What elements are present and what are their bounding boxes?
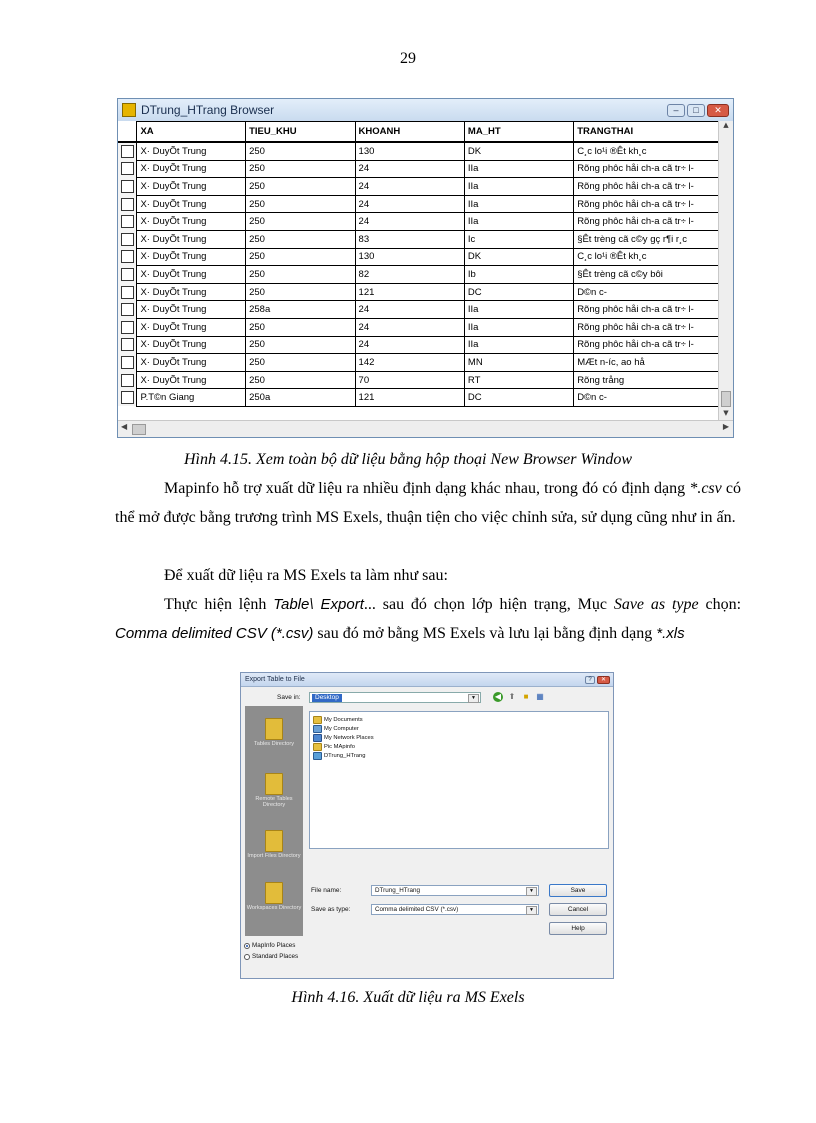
table-cell[interactable]: 24 (355, 178, 464, 196)
file-list (309, 711, 609, 849)
column-header-ma-ht[interactable]: MA_HT (464, 122, 573, 143)
row-select-checkbox[interactable] (118, 354, 137, 372)
table-cell[interactable]: DC (464, 389, 573, 407)
table-cell[interactable]: 121 (355, 283, 464, 301)
checkbox-icon[interactable] (121, 303, 134, 316)
save-as-type-select[interactable]: Comma delimited CSV (*.csv) ▼ (371, 904, 539, 915)
table-cell[interactable]: 24 (355, 318, 464, 336)
place-remote-tables-directory[interactable]: Remote Tables Directory (245, 773, 303, 808)
folder-icon (265, 773, 283, 795)
table-cell[interactable]: 250 (246, 142, 355, 160)
table-cell[interactable]: 130 (355, 248, 464, 266)
table-cell[interactable]: §Êt trèng cã c©y gç r¶i r¸c (574, 230, 719, 248)
folder-icon (265, 718, 283, 740)
checkbox-icon[interactable] (121, 391, 134, 404)
dialog-toolbar (493, 692, 545, 702)
table-cell[interactable]: X· DuyÕt Trung (137, 371, 246, 389)
save-in-label: Save in: (277, 694, 301, 701)
table-cell[interactable]: 83 (355, 230, 464, 248)
browser-title-bar (118, 99, 733, 122)
table-cell[interactable]: IIa (464, 318, 573, 336)
row-select-checkbox[interactable] (118, 318, 137, 336)
table-cell[interactable]: 24 (355, 336, 464, 354)
table-cell[interactable]: Rõng phôc håi ch-a cã tr÷ l- (574, 213, 719, 231)
dialog-window-controls (585, 676, 610, 684)
checkbox-icon[interactable] (121, 250, 134, 263)
table-cell[interactable]: X· DuyÕt Trung (137, 283, 246, 301)
table-cell[interactable]: MÆt n-íc, ao hå (574, 354, 719, 372)
table-cell[interactable]: 250 (246, 371, 355, 389)
table-cell[interactable]: Rõng phôc håi ch-a cã tr÷ l- (574, 195, 719, 213)
table-cell[interactable]: DK (464, 142, 573, 160)
table-row[interactable] (118, 230, 719, 248)
file-item-my-computer[interactable]: My Computer (313, 725, 359, 733)
table-cell[interactable]: Ic (464, 230, 573, 248)
table-cell[interactable]: Rõng trång (574, 371, 719, 389)
figure-caption-4-16: Hình 4.16. Xuất dữ liệu ra MS Exels (291, 989, 525, 1006)
radio-standard-places[interactable]: Standard Places (244, 953, 298, 960)
checkbox-icon[interactable] (121, 233, 134, 246)
help-button[interactable]: Help (549, 922, 607, 935)
checkbox-icon[interactable] (121, 145, 134, 158)
table-cell[interactable]: RT (464, 371, 573, 389)
dialog-title: Export Table to File (245, 676, 305, 683)
row-select-checkbox[interactable] (118, 389, 137, 407)
row-select-checkbox[interactable] (118, 283, 137, 301)
row-select-checkbox[interactable] (118, 336, 137, 354)
file-item-dtrung-htrang[interactable]: DTrung_HTrang (313, 752, 365, 760)
checkbox-icon[interactable] (121, 215, 134, 228)
table-cell[interactable]: 250 (246, 283, 355, 301)
paragraph-3: Thực hiện lệnh Table\ Export... sau đó chọn lớp hiện trạng, Mục Save as type chọn: Comma delimited CSV (*.csv) sau đó mở bằng MS Exels và lưu lại bằng định dạng *.xls (115, 596, 742, 642)
row-select-checkbox[interactable] (118, 213, 137, 231)
row-select-checkbox[interactable] (118, 230, 137, 248)
cancel-button[interactable]: Cancel (549, 903, 607, 916)
table-row[interactable] (118, 160, 719, 178)
file-item-my-network-places[interactable]: My Network Places (313, 734, 374, 742)
checkbox-icon[interactable] (121, 162, 134, 175)
data-table (118, 121, 719, 407)
table-row[interactable] (118, 195, 719, 213)
column-header-khoanh[interactable]: KHOANH (355, 122, 464, 143)
table-cell[interactable]: 250 (246, 354, 355, 372)
checkbox-icon[interactable] (121, 374, 134, 387)
save-in-dropdown[interactable] (309, 692, 481, 703)
radio-selected-icon[interactable] (244, 943, 250, 949)
help-icon[interactable]: ? (585, 676, 595, 684)
documents-icon (313, 716, 322, 724)
table-cell[interactable]: Rõng phôc håi ch-a cã tr÷ l- (574, 160, 719, 178)
table-row[interactable] (118, 142, 719, 160)
save-as-type-label: Save as type: (311, 906, 351, 913)
place-import-files-directory[interactable]: Import Files Directory (245, 830, 303, 859)
table-cell[interactable]: 250 (246, 336, 355, 354)
table-cell[interactable]: 250 (246, 160, 355, 178)
table-cell[interactable]: MN (464, 354, 573, 372)
browser-grid (118, 121, 719, 421)
table-cell[interactable]: C¸c lo¹i ®Êt kh¸c (574, 248, 719, 266)
export-dialog (240, 672, 614, 979)
row-select-checkbox[interactable] (118, 266, 137, 284)
table-row[interactable] (118, 389, 719, 407)
paragraph-2: Để xuất dữ liệu ra MS Exels ta làm như sau: (164, 567, 448, 584)
row-select-checkbox[interactable] (118, 142, 137, 160)
table-cell[interactable]: 24 (355, 195, 464, 213)
checkbox-icon[interactable] (121, 198, 134, 211)
table-cell[interactable]: 70 (355, 371, 464, 389)
table-cell[interactable]: X· DuyÕt Trung (137, 178, 246, 196)
table-row[interactable] (118, 178, 719, 196)
new-folder-icon[interactable]: ■ (523, 692, 529, 701)
save-button[interactable]: Save (549, 884, 607, 897)
back-icon[interactable]: ◀ (494, 692, 502, 701)
view-menu-icon[interactable]: ▦ (536, 692, 544, 701)
page-number: 29 (400, 50, 416, 67)
table-cell[interactable]: P.T©n Giang (137, 389, 246, 407)
chevron-down-icon[interactable]: ▼ (526, 906, 537, 915)
places-bar (245, 706, 303, 936)
table-row[interactable] (118, 266, 719, 284)
scroll-up-icon[interactable]: ▲ (723, 121, 729, 129)
table-cell[interactable]: 142 (355, 354, 464, 372)
hscroll-thumb[interactable] (132, 424, 146, 435)
table-row[interactable] (118, 318, 719, 336)
place-tables-directory[interactable]: Tables Directory (245, 718, 303, 747)
browser-app-icon (122, 103, 136, 117)
table-row[interactable] (118, 248, 719, 266)
maximize-icon[interactable]: □ (687, 104, 705, 117)
table-cell[interactable]: 24 (355, 301, 464, 319)
browser-window (117, 98, 734, 438)
table-cell[interactable]: 250 (246, 318, 355, 336)
table-cell[interactable]: 250 (246, 266, 355, 284)
table-cell[interactable]: IIa (464, 301, 573, 319)
computer-icon (313, 725, 322, 733)
window-controls (667, 104, 729, 117)
scroll-right-icon[interactable]: ▶ (722, 422, 729, 431)
checkbox-icon[interactable] (121, 180, 134, 193)
checkbox-icon[interactable] (121, 321, 134, 334)
file-item-my-documents[interactable]: My Documents (313, 716, 363, 724)
scroll-left-icon[interactable]: ◀ (121, 422, 128, 431)
checkbox-icon[interactable] (121, 356, 134, 369)
table-cell[interactable]: 121 (355, 389, 464, 407)
file-name-label: File name: (311, 887, 342, 894)
table-cell[interactable]: 250a (246, 389, 355, 407)
up-folder-icon[interactable]: ⬆ (508, 692, 516, 701)
table-file-icon (313, 752, 322, 760)
table-row[interactable] (118, 283, 719, 301)
table-cell[interactable]: X· DuyÕt Trung (137, 266, 246, 284)
table-cell[interactable]: 250 (246, 213, 355, 231)
checkbox-icon[interactable] (121, 268, 134, 281)
table-cell[interactable]: X· DuyÕt Trung (137, 195, 246, 213)
table-cell[interactable]: X· DuyÕt Trung (137, 354, 246, 372)
browser-title: DTrung_HTrang Browser (141, 103, 275, 117)
folder-icon (265, 830, 283, 852)
table-cell[interactable]: X· DuyÕt Trung (137, 160, 246, 178)
table-cell[interactable]: 24 (355, 160, 464, 178)
minimize-icon[interactable]: – (667, 104, 685, 117)
table-cell[interactable]: IIa (464, 160, 573, 178)
table-cell[interactable]: X· DuyÕt Trung (137, 248, 246, 266)
table-row[interactable] (118, 354, 719, 372)
table-cell[interactable]: Ib (464, 266, 573, 284)
table-cell[interactable]: 82 (355, 266, 464, 284)
table-cell[interactable]: 130 (355, 142, 464, 160)
table-cell[interactable]: 24 (355, 213, 464, 231)
table-cell[interactable]: 250 (246, 195, 355, 213)
table-cell[interactable]: IIa (464, 195, 573, 213)
column-header-trangthai[interactable]: TRANGTHAI (574, 122, 719, 143)
table-cell[interactable]: IIa (464, 213, 573, 231)
row-select-checkbox[interactable] (118, 195, 137, 213)
table-cell[interactable]: X· DuyÕt Trung (137, 318, 246, 336)
row-select-checkbox[interactable] (118, 160, 137, 178)
table-cell[interactable]: Rõng phôc håi ch-a cã tr÷ l- (574, 336, 719, 354)
file-name-input[interactable]: DTrung_HTrang ▼ (371, 885, 539, 896)
table-cell[interactable]: Rõng phôc håi ch-a cã tr÷ l- (574, 301, 719, 319)
table-cell[interactable]: 250 (246, 178, 355, 196)
folder-icon (265, 882, 283, 904)
table-cell[interactable]: D©n c- (574, 283, 719, 301)
folder-icon (313, 743, 322, 751)
row-select-checkbox[interactable] (118, 371, 137, 389)
radio-unselected-icon[interactable] (244, 954, 250, 960)
table-cell[interactable]: IIa (464, 178, 573, 196)
network-icon (313, 734, 322, 742)
table-row[interactable] (118, 301, 719, 319)
row-select-checkbox[interactable] (118, 178, 137, 196)
scroll-thumb[interactable] (721, 391, 731, 407)
close-icon[interactable]: ✕ (597, 676, 610, 684)
table-cell[interactable]: X· DuyÕt Trung (137, 213, 246, 231)
table-row[interactable] (118, 336, 719, 354)
table-cell[interactable]: X· DuyÕt Trung (137, 142, 246, 160)
paragraph-1: Mapinfo hỗ trợ xuất dữ liệu ra nhiều định dạng khác nhau, trong đó có định dạng *.csv có thể mở được bằng trương trình MS Exels, thuận tiện cho việc chỉnh sửa, sử dụng cũng như in ấn. (115, 480, 741, 526)
selector-header (118, 122, 137, 143)
figure-caption-4-15: Hình 4.15. Xem toàn bộ dữ liệu bằng hộp thoại New Browser Window (183, 451, 633, 468)
table-header-row (118, 122, 719, 143)
table-cell[interactable]: C¸c lo¹i ®Êt kh¸c (574, 142, 719, 160)
scroll-down-icon[interactable]: ▼ (723, 409, 729, 417)
horizontal-scrollbar[interactable] (118, 420, 733, 437)
table-cell[interactable]: 250 (246, 248, 355, 266)
chevron-down-icon[interactable]: ▼ (468, 694, 479, 703)
place-workspaces-directory[interactable]: Workspaces Directory (245, 882, 303, 911)
table-cell[interactable]: §Êt trèng cã c©y bôi (574, 266, 719, 284)
column-header-tieu-khu[interactable]: TIEU_KHU (246, 122, 355, 143)
row-select-checkbox[interactable] (118, 301, 137, 319)
chevron-down-icon[interactable]: ▼ (526, 887, 537, 896)
table-cell[interactable]: D©n c- (574, 389, 719, 407)
column-header-xa[interactable]: XA (137, 122, 246, 143)
vertical-scrollbar[interactable] (718, 121, 733, 421)
save-in-value: Desktop (312, 694, 342, 702)
radio-mapinfo-places[interactable]: MapInfo Places (244, 942, 295, 949)
table-row[interactable] (118, 213, 719, 231)
table-cell[interactable]: 250 (246, 230, 355, 248)
table-cell[interactable]: X· DuyÕt Trung (137, 301, 246, 319)
dialog-title-bar (241, 673, 613, 687)
table-cell[interactable]: IIa (464, 336, 573, 354)
checkbox-icon[interactable] (121, 286, 134, 299)
table-row[interactable] (118, 371, 719, 389)
table-cell[interactable]: DK (464, 248, 573, 266)
table-cell[interactable]: DC (464, 283, 573, 301)
table-cell[interactable]: 258a (246, 301, 355, 319)
file-item-pic-mapinfo[interactable]: Pic MApinfo (313, 743, 355, 751)
table-cell[interactable]: X· DuyÕt Trung (137, 230, 246, 248)
table-cell[interactable]: Rõng phôc håi ch-a cã tr÷ l- (574, 178, 719, 196)
checkbox-icon[interactable] (121, 338, 134, 351)
close-icon[interactable]: ✕ (707, 104, 729, 117)
table-cell[interactable]: X· DuyÕt Trung (137, 336, 246, 354)
row-select-checkbox[interactable] (118, 248, 137, 266)
table-cell[interactable]: Rõng phôc håi ch-a cã tr÷ l- (574, 318, 719, 336)
